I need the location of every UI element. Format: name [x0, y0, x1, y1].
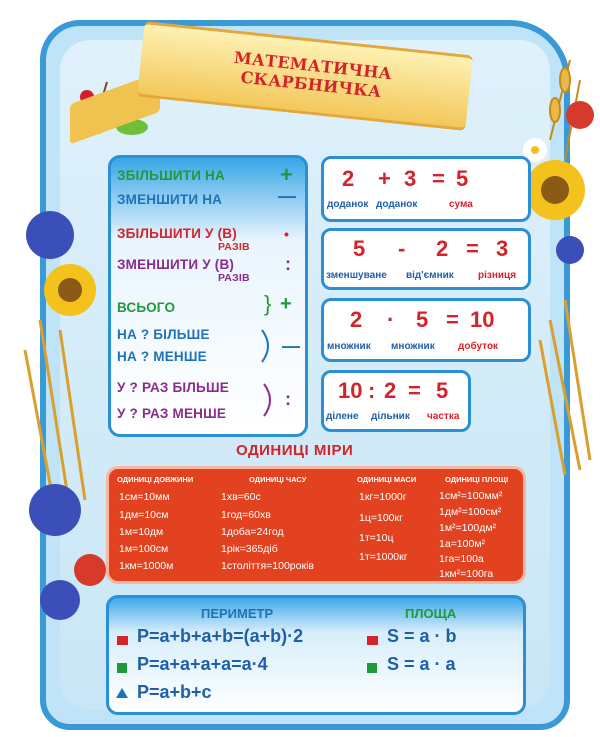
perimeter-triangle-formula: P=a+b+c	[137, 682, 212, 702]
area-item: 1га=100а	[439, 553, 484, 565]
plus-symbol-2: +	[280, 293, 292, 315]
area-item: 1а=100м²	[439, 538, 486, 550]
mass-item: 1ц=100кг	[359, 512, 403, 524]
triangle-icon	[116, 688, 128, 698]
mass-header: ОДИНИЦІ МАСИ	[357, 475, 417, 484]
eq-operand-b: 3	[404, 166, 417, 191]
eq-equals: =	[408, 378, 421, 403]
decrease-times-label: ЗМЕНШИТИ У (В)	[117, 257, 235, 272]
eq-equals: =	[446, 307, 459, 332]
time-item: 1рік=365діб	[221, 543, 278, 555]
area-title: ПЛОЩА	[405, 606, 457, 621]
eq-operand-a: 2	[342, 166, 355, 191]
perimeter-rectangle-formula: P=a+b+a+b=(a+b)·2	[137, 626, 304, 646]
square-icon	[117, 663, 127, 673]
minus-symbol: —	[278, 186, 296, 206]
bracket-icon	[258, 328, 278, 364]
area-header: ОДИНИЦІ ПЛОЩІ	[445, 475, 509, 484]
eq-label-result: добуток	[458, 341, 499, 352]
perimeter-square-formula: P=a+a+a+a=a·4	[137, 654, 268, 674]
perimeter-title: ПЕРИМЕТР	[201, 606, 274, 621]
units-title: ОДИНИЦІ МІРИ	[236, 442, 354, 459]
area-item: 1дм²=100см²	[439, 506, 502, 518]
total-label: ВСЬОГО	[117, 300, 176, 315]
time-header: ОДИНИЦІ ЧАСУ	[249, 475, 307, 484]
eq-label-a: зменшуване	[326, 270, 387, 281]
eq-operand-a: 5	[353, 236, 366, 261]
eq-label-b: дільник	[371, 411, 410, 422]
eq-label-result: різниця	[478, 270, 517, 281]
eq-equals: =	[432, 166, 445, 191]
units-panel	[106, 466, 526, 584]
eq-result: 5	[436, 378, 449, 403]
eq-operand-b: 2	[384, 378, 397, 403]
area-item: 1см²=100мм²	[439, 490, 503, 502]
eq-label-a: доданок	[327, 199, 369, 210]
eq-label-b: множник	[391, 341, 435, 352]
area-square-formula: S = a · a	[387, 654, 456, 674]
mass-item: 1т=1000кг	[359, 551, 408, 563]
colon-symbol: :	[285, 254, 291, 274]
area-item: 1км²=100га	[439, 568, 494, 580]
eq-operator: +	[378, 166, 391, 191]
eq-label-a: ділене	[326, 411, 359, 422]
eq-label-result: частка	[427, 411, 460, 422]
eq-result: 10	[470, 307, 495, 332]
eq-operand-b: 5	[416, 307, 429, 332]
time-item: 1доба=24год	[221, 526, 284, 538]
length-item: 1м=100см	[119, 543, 169, 555]
how-much-more-label: НА ? БІЛЬШЕ	[117, 327, 210, 342]
time-item: 1століття=100років	[221, 560, 314, 572]
plus-symbol: +	[280, 162, 293, 187]
formulas-panel	[106, 595, 526, 715]
area-rectangle-formula: S = a · b	[387, 626, 457, 646]
area-item: 1м²=100дм²	[439, 522, 497, 534]
how-many-times-less-label: У ? РАЗ МЕНШЕ	[117, 406, 227, 421]
rectangle-icon	[367, 636, 378, 645]
time-item: 1год=60хв	[221, 509, 271, 521]
length-header: ОДИНИЦІ ДОВЖИНИ	[117, 475, 194, 484]
length-item: 1дм=10см	[119, 509, 169, 521]
eq-operator: :	[368, 378, 376, 403]
dot-symbol: •	[284, 226, 289, 242]
eq-label-a: множник	[327, 341, 371, 352]
how-much-less-label: НА ? МЕНШЕ	[117, 349, 207, 364]
eq-operand-b: 2	[436, 236, 449, 261]
eq-equals: =	[466, 236, 479, 261]
eq-operator: ·	[387, 307, 395, 332]
bracket-icon-2	[260, 382, 280, 418]
eq-result: 5	[456, 166, 469, 191]
cornflower-decoration-icon	[0, 180, 110, 640]
minus-symbol-2: —	[282, 336, 300, 356]
rectangle-icon	[117, 636, 128, 645]
square-icon	[367, 663, 377, 673]
eq-label-result: сума	[449, 199, 473, 210]
eq-operator: -	[398, 236, 406, 261]
mass-item: 1кг=1000г	[359, 491, 407, 503]
increase-times-label: ЗБІЛЬШИТИ У (В)	[117, 226, 237, 241]
page-title: МАТЕМАТИЧНА СКАРБНИЧКА	[233, 47, 393, 102]
times-label-2: РАЗІВ	[218, 272, 250, 284]
eq-result: 3	[496, 236, 509, 261]
times-label-1: РАЗІВ	[218, 241, 250, 253]
length-item: 1см=10мм	[119, 491, 170, 503]
increase-by-label: ЗБІЛЬШИТИ НА	[117, 168, 225, 183]
how-many-times-more-label: У ? РАЗ БІЛЬШЕ	[117, 380, 229, 395]
time-item: 1хв=60с	[221, 491, 261, 503]
eq-operand-a: 10	[338, 378, 363, 403]
eq-label-b: доданок	[376, 199, 418, 210]
mass-item: 1т=10ц	[359, 532, 394, 544]
eq-label-b: від'ємник	[406, 270, 454, 281]
decrease-by-label: ЗМЕНШИТИ НА	[117, 192, 223, 207]
eq-operand-a: 2	[350, 307, 363, 332]
length-item: 1м=10дм	[119, 526, 164, 538]
colon-symbol-2: :	[285, 389, 291, 409]
brace-symbol: }	[264, 291, 272, 316]
length-item: 1км=1000м	[119, 560, 174, 572]
